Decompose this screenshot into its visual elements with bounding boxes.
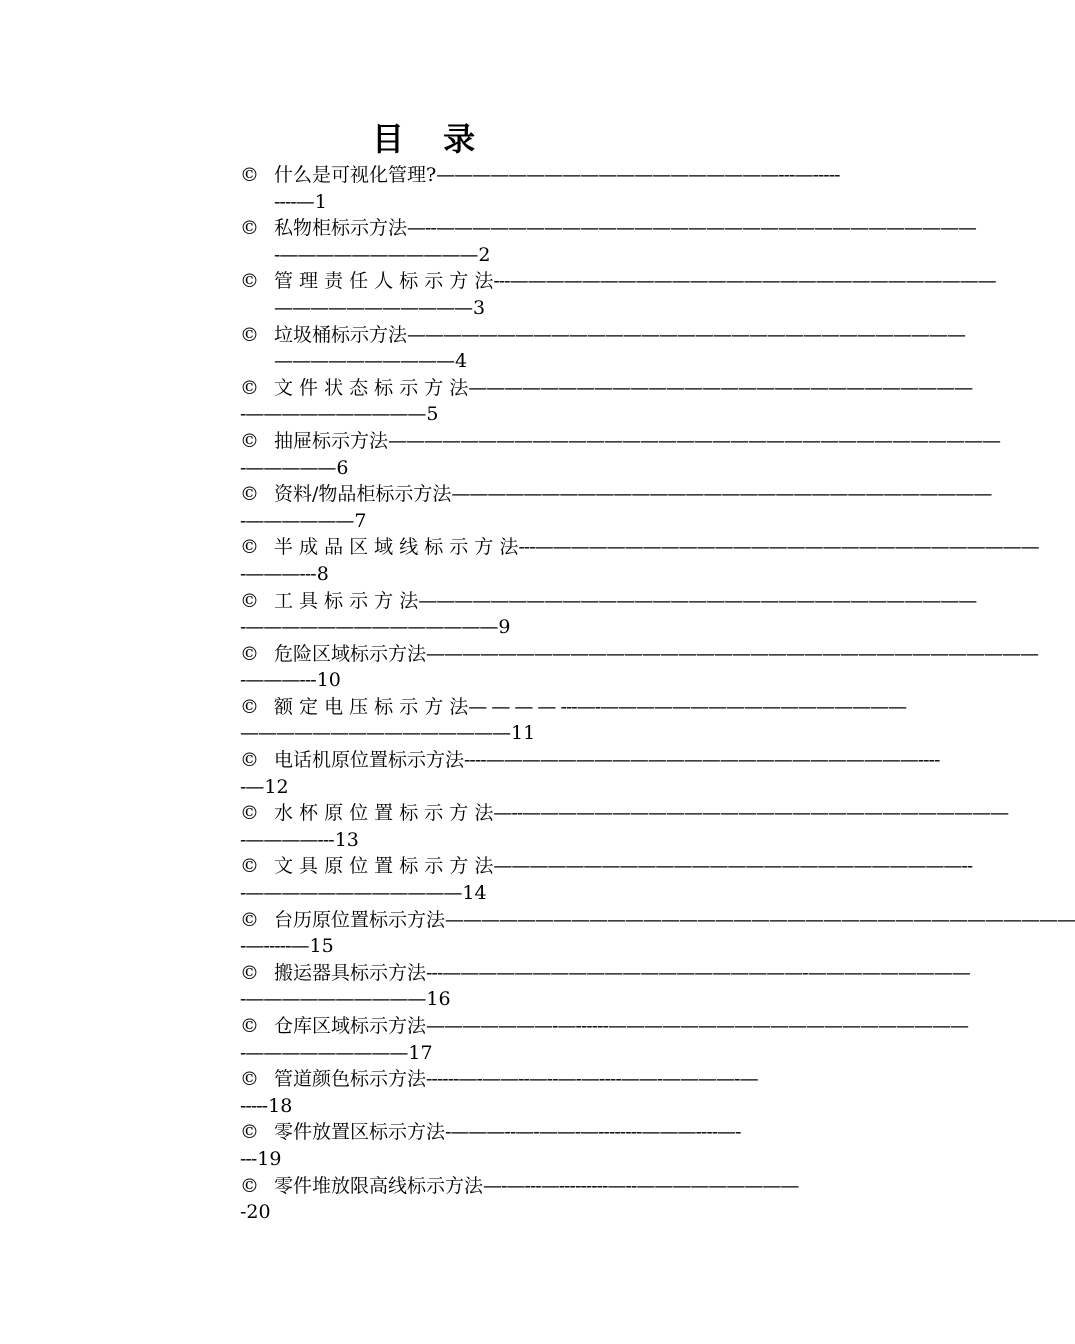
copyright-bullet-icon: © bbox=[240, 749, 259, 772]
toc-entry-continuation bbox=[240, 933, 860, 960]
toc-entry-title: 管道颜色标示方法 bbox=[274, 1068, 427, 1091]
copyright-bullet-icon: © bbox=[240, 483, 259, 506]
toc-leader: ----————————————————————————---- bbox=[464, 749, 940, 772]
toc-entry-continuation bbox=[240, 295, 860, 322]
toc-leader-continued: -—-----— bbox=[240, 935, 309, 958]
toc-entry-title: 管 理 责 任 人 标 示 方 法 bbox=[274, 270, 494, 293]
toc-page-number: 6 bbox=[336, 456, 349, 479]
toc-entry[interactable] bbox=[240, 534, 1039, 587]
toc-page-number: 1 bbox=[314, 190, 327, 213]
toc-leader: ——————————————————————————————— bbox=[418, 589, 977, 612]
toc-entry-continuation bbox=[240, 614, 860, 641]
toc-entry-continuation bbox=[240, 508, 860, 535]
toc-entry-title: 水 杯 原 位 置 标 示 方 法 bbox=[274, 802, 494, 825]
toc-leader: ——————————————————————————-- bbox=[493, 855, 973, 878]
toc-leader-continued: -————--- bbox=[240, 828, 334, 851]
toc-page-number: 12 bbox=[264, 775, 289, 798]
toc-entry-title: 半 成 品 区 域 线 标 示 方 法 bbox=[274, 536, 519, 559]
toc-leader: —--——————————————————————————— bbox=[493, 802, 1009, 825]
toc-leader-continued: ----— bbox=[274, 190, 314, 213]
toc-entry-line bbox=[240, 268, 996, 295]
toc-page-number: 14 bbox=[462, 882, 487, 905]
toc-leader-continued: ——————————————— bbox=[240, 722, 510, 745]
toc-entry-continuation bbox=[240, 1146, 860, 1173]
toc-leader-continued: ——————————— bbox=[274, 296, 472, 319]
toc-page-number: 16 bbox=[426, 988, 451, 1011]
toc-entry-continuation bbox=[240, 880, 860, 907]
toc-entry-continuation bbox=[240, 667, 860, 694]
toc-entry-title: 什么是可视化管理? bbox=[274, 164, 437, 186]
toc-entry-line bbox=[240, 747, 940, 774]
toc-entry-title: 零件堆放限高线标示方法 bbox=[274, 1174, 484, 1197]
toc-page-number: 8 bbox=[316, 562, 329, 585]
indent-spacer bbox=[240, 189, 274, 216]
toc-entry[interactable] bbox=[240, 1119, 860, 1172]
toc-entry[interactable] bbox=[240, 747, 940, 800]
copyright-bullet-icon: © bbox=[240, 855, 259, 878]
toc-leader: —--—————————————————————————————— bbox=[407, 217, 976, 240]
toc-entry-continuation bbox=[240, 827, 860, 854]
toc-leader: —————————————————————————————— bbox=[451, 483, 992, 506]
toc-entry[interactable] bbox=[240, 375, 973, 428]
toc-entry-continuation bbox=[240, 242, 860, 269]
toc-leader: -———--—-——-—--------———----—- bbox=[445, 1121, 741, 1144]
copyright-bullet-icon: © bbox=[240, 376, 259, 399]
toc-entry-title: 危险区域标示方法 bbox=[274, 642, 427, 665]
toc-entry-title: 搬运器具标示方法 bbox=[274, 961, 427, 984]
toc-entry[interactable] bbox=[240, 907, 1075, 960]
toc-entry-continuation bbox=[240, 986, 860, 1013]
toc-leader-continued: -———--- bbox=[240, 562, 316, 585]
toc-entry[interactable] bbox=[240, 322, 966, 375]
toc-leader: —————————————————————————————————— bbox=[388, 429, 1001, 452]
toc-leader-continued: --- bbox=[240, 1147, 257, 1170]
toc-entry-line bbox=[240, 162, 860, 189]
toc-entry-title: 工 具 标 示 方 法 bbox=[274, 589, 419, 612]
indent-spacer bbox=[240, 348, 274, 375]
toc-entry-line bbox=[240, 1119, 860, 1146]
copyright-bullet-icon: © bbox=[240, 1174, 259, 1197]
copyright-bullet-icon: © bbox=[240, 323, 259, 346]
toc-leader: — — — — ---—-————————————————— bbox=[468, 695, 907, 718]
toc-entry-continuation bbox=[240, 401, 860, 428]
toc-page-number: 4 bbox=[455, 350, 468, 373]
toc-title: 目 录 bbox=[372, 120, 490, 158]
toc-entry-line bbox=[240, 481, 992, 508]
toc-page-number: 7 bbox=[354, 509, 367, 532]
toc-entry-line bbox=[240, 588, 977, 615]
toc-entry-title: 仓库区域标示方法 bbox=[274, 1015, 427, 1037]
toc-entry[interactable] bbox=[240, 588, 977, 641]
toc-entry-line bbox=[240, 428, 1001, 455]
copyright-bullet-icon: © bbox=[240, 695, 259, 718]
copyright-bullet-icon: © bbox=[240, 1121, 259, 1144]
toc-leader: ---——————————————————————————— bbox=[493, 270, 996, 293]
toc-page-number: 10 bbox=[316, 669, 341, 692]
toc-entry[interactable] bbox=[240, 1013, 968, 1066]
toc-entry-continuation bbox=[240, 561, 860, 588]
toc-leader: —————————————————————————————————— bbox=[426, 642, 1039, 665]
toc-entry-line bbox=[240, 800, 1009, 827]
toc-page-number: 9 bbox=[498, 616, 511, 639]
toc-entry-line bbox=[240, 1173, 860, 1200]
toc-entry-title: 抽屉标示方法 bbox=[274, 429, 389, 452]
toc-entry[interactable] bbox=[240, 800, 1009, 853]
copyright-bullet-icon: © bbox=[240, 642, 259, 665]
toc-leader-continued: -—————— bbox=[240, 509, 354, 532]
toc-entry[interactable] bbox=[240, 428, 1001, 481]
toc-leader-continued: -—————————— bbox=[240, 988, 426, 1011]
indent-spacer bbox=[240, 242, 274, 269]
toc-leader-continued: -——————————— bbox=[274, 243, 478, 266]
toc-leader-continued: -—————————————— bbox=[240, 616, 498, 639]
toc-leader: ------—-——--—--—-—----——-————-— bbox=[426, 1068, 758, 1091]
toc-leader-continued: -—————————— bbox=[240, 403, 426, 426]
toc-entry-continuation bbox=[240, 1040, 860, 1067]
toc-entry-continuation bbox=[240, 774, 860, 801]
toc-entry-title: 台历原位置标示方法 bbox=[274, 908, 446, 931]
toc-entry-line bbox=[240, 215, 976, 242]
toc-entry-continuation bbox=[240, 348, 860, 375]
toc-entry-line bbox=[240, 853, 973, 880]
toc-entry-title: 垃圾桶标示方法 bbox=[274, 323, 408, 346]
toc-leader: —-—---—---------—--————————— bbox=[483, 1174, 799, 1197]
toc-page-number: 15 bbox=[309, 935, 334, 958]
toc-entry[interactable] bbox=[240, 268, 996, 321]
toc-entry[interactable] bbox=[240, 215, 976, 268]
toc-leader: ——————————————————————————————————— bbox=[445, 908, 1075, 931]
copyright-bullet-icon: © bbox=[240, 961, 259, 984]
toc-page-number: 18 bbox=[268, 1094, 293, 1117]
toc-entry-line bbox=[240, 641, 1039, 668]
toc-entry-line bbox=[240, 1013, 968, 1040]
toc-entry[interactable] bbox=[240, 481, 992, 534]
toc-entry-continuation bbox=[240, 455, 860, 482]
copyright-bullet-icon: © bbox=[240, 908, 259, 931]
toc-page-number: 2 bbox=[478, 243, 491, 266]
toc-entry-title: 文 具 原 位 置 标 示 方 法 bbox=[274, 855, 494, 878]
toc-entry[interactable] bbox=[240, 1066, 860, 1119]
toc-page-number: 19 bbox=[257, 1147, 282, 1170]
copyright-bullet-icon: © bbox=[240, 589, 259, 612]
copyright-bullet-icon: © bbox=[240, 536, 259, 559]
toc-page-number: 20 bbox=[246, 1201, 271, 1224]
toc-entry-line bbox=[240, 534, 1039, 561]
toc-entry-continuation bbox=[240, 720, 860, 747]
toc-entry-title: 资料/物品柜标示方法 bbox=[274, 483, 452, 506]
toc-leader: ———————————————————---—----- bbox=[436, 164, 840, 186]
toc-leader-continued: -———————————— bbox=[240, 882, 462, 905]
toc-list bbox=[240, 162, 1075, 1226]
toc-entry[interactable] bbox=[240, 162, 860, 215]
toc-entry[interactable] bbox=[240, 960, 970, 1013]
toc-leader: ——————————————————————————————— bbox=[407, 323, 966, 346]
toc-entry[interactable] bbox=[240, 641, 1039, 694]
toc-entry-line bbox=[240, 322, 966, 349]
copyright-bullet-icon: © bbox=[240, 217, 259, 240]
toc-leader: ---———————————————————————————— bbox=[518, 536, 1039, 559]
toc-entry-title: 电话机原位置标示方法 bbox=[274, 749, 465, 772]
toc-entry-line bbox=[240, 375, 973, 402]
toc-entry-line bbox=[240, 694, 907, 721]
toc-leader-continued: -————— bbox=[240, 456, 336, 479]
toc-entry[interactable] bbox=[240, 694, 907, 747]
toc-leader-continued: -———--- bbox=[240, 669, 316, 692]
toc-entry[interactable] bbox=[240, 1173, 860, 1226]
toc-entry-line bbox=[240, 1066, 860, 1093]
toc-leader-continued: - bbox=[240, 1201, 246, 1224]
toc-page-number: 17 bbox=[408, 1041, 433, 1064]
copyright-bullet-icon: © bbox=[240, 1015, 259, 1037]
toc-leader-continued: —————————— bbox=[274, 350, 454, 373]
toc-leader: ———————————————————————————— bbox=[468, 376, 973, 399]
toc-entry-line bbox=[240, 907, 1075, 934]
toc-entry-title: 文 件 状 态 标 示 方 法 bbox=[274, 376, 469, 399]
toc-page-number: 13 bbox=[334, 828, 359, 851]
toc-entry-line bbox=[240, 960, 970, 987]
toc-leader: ---————————————————————-————————— bbox=[426, 961, 970, 984]
toc-entry-continuation bbox=[240, 1199, 860, 1226]
toc-entry-title: 零件放置区标示方法 bbox=[274, 1121, 446, 1144]
toc-entry-continuation bbox=[240, 1093, 860, 1120]
toc-leader-continued: ----- bbox=[240, 1094, 268, 1117]
toc-leader-continued: -— bbox=[240, 775, 264, 798]
indent-spacer bbox=[240, 295, 274, 322]
copyright-bullet-icon: © bbox=[240, 164, 259, 186]
toc-entry-continuation bbox=[240, 189, 860, 216]
toc-leader: ———————-—------———————————————————— bbox=[426, 1015, 968, 1037]
copyright-bullet-icon: © bbox=[240, 270, 259, 293]
toc-entry-title: 额 定 电 压 标 示 方 法 bbox=[274, 695, 469, 718]
toc-entry-title: 私物柜标示方法 bbox=[274, 217, 408, 240]
copyright-bullet-icon: © bbox=[240, 802, 259, 825]
toc-page-number: 5 bbox=[426, 403, 439, 426]
copyright-bullet-icon: © bbox=[240, 429, 259, 452]
toc-page-number: 11 bbox=[511, 722, 536, 745]
toc-entry[interactable] bbox=[240, 853, 973, 906]
toc-page-number: 3 bbox=[473, 296, 486, 319]
copyright-bullet-icon: © bbox=[240, 1068, 259, 1091]
toc-leader-continued: -————————— bbox=[240, 1041, 408, 1064]
